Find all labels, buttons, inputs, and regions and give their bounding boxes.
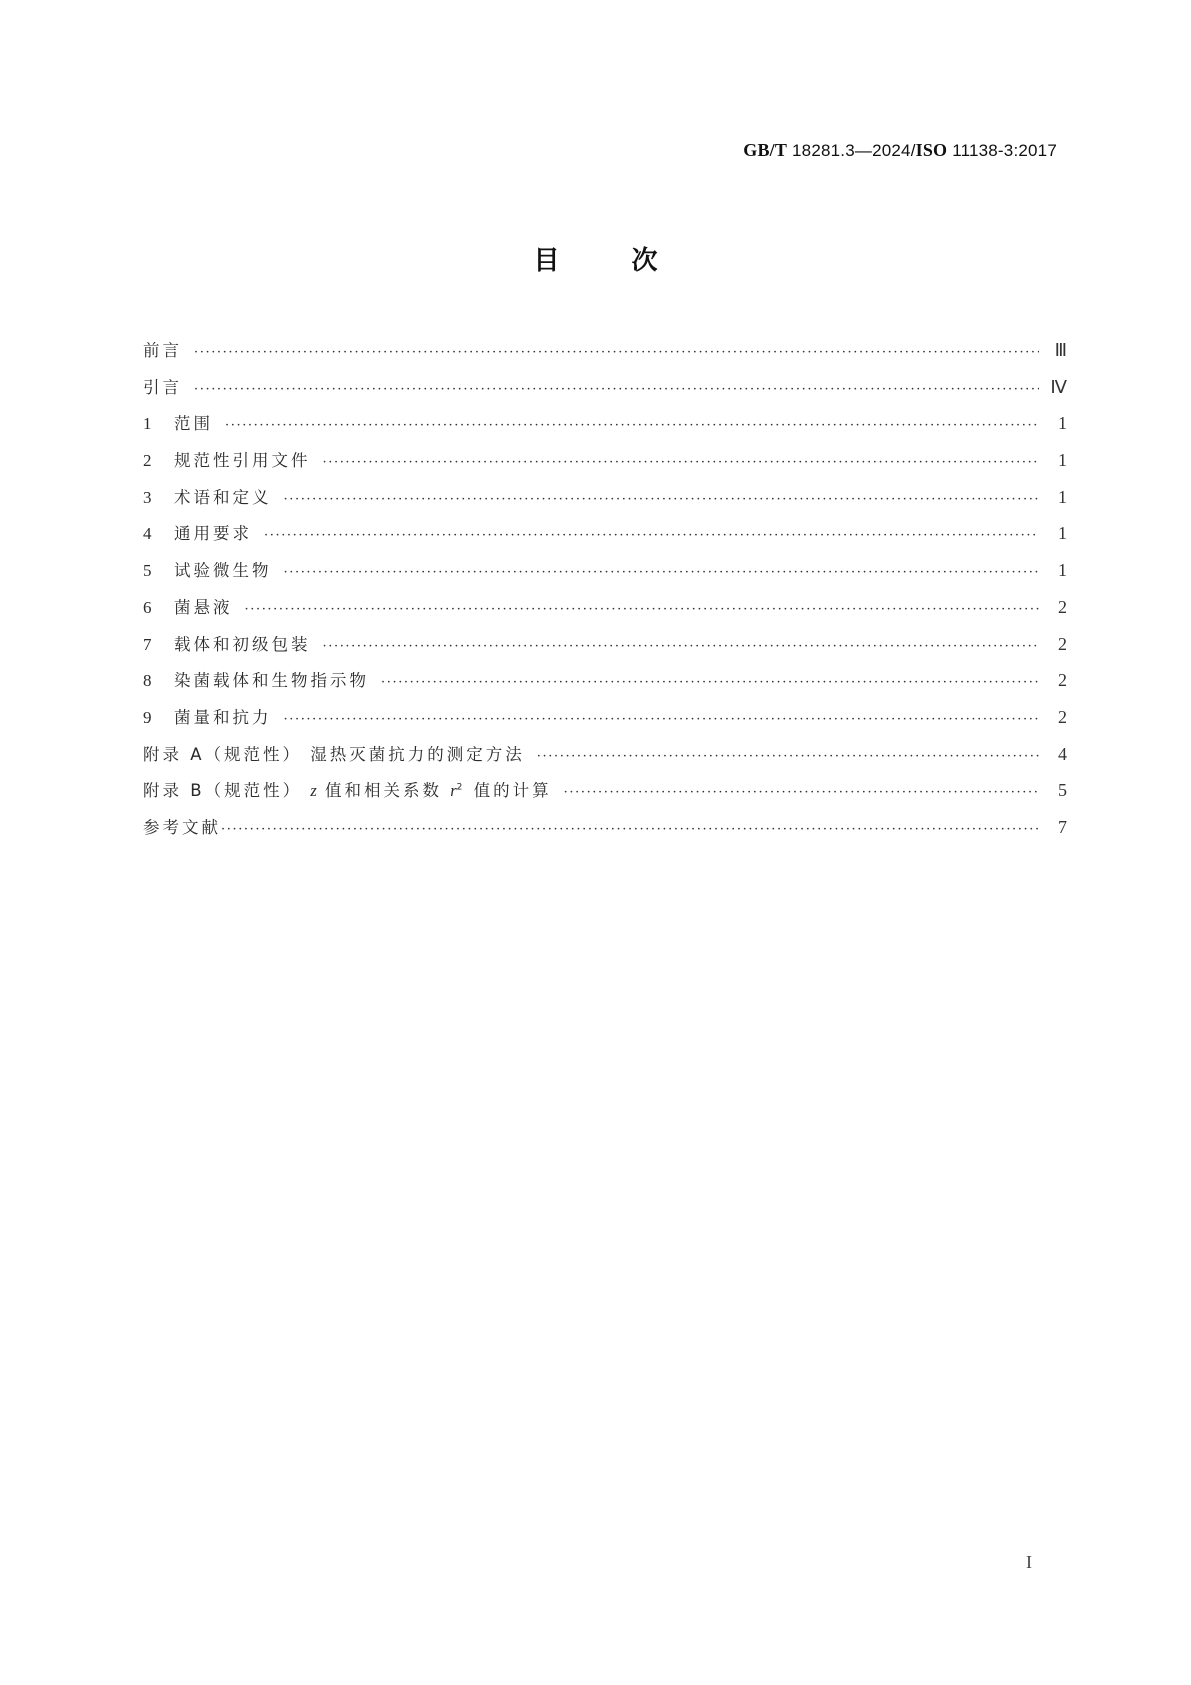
toc-entry-label: 菌悬液: [174, 597, 233, 617]
toc-entry-page: 1: [1058, 413, 1067, 434]
toc-entry-label: 引言: [143, 377, 182, 397]
toc-entry-bibliography[interactable]: [143, 814, 1067, 851]
toc-entry-6[interactable]: [143, 594, 1067, 631]
toc-entry-number: 1: [143, 414, 152, 434]
toc-entry-3[interactable]: [143, 484, 1067, 521]
dot-leader: [284, 712, 1040, 727]
toc-entry-number: 8: [143, 671, 152, 691]
toc-entry-foreword[interactable]: [143, 337, 1067, 374]
toc-entry-page: 1: [1058, 523, 1067, 544]
toc-entry-8[interactable]: [143, 667, 1067, 704]
dot-leader: [564, 785, 1039, 800]
toc-entry-label: 试验微生物: [174, 561, 272, 581]
toc-entry-label: 前言: [143, 341, 182, 360]
dot-leader: [284, 492, 1040, 507]
toc-entry-page: 2: [1058, 670, 1067, 691]
toc-entry-number: 3: [143, 487, 152, 507]
superscript-2: 2: [456, 782, 466, 793]
toc-entry-7[interactable]: [143, 631, 1067, 668]
toc-entry-page: 1: [1058, 560, 1067, 581]
toc-entry-1[interactable]: [143, 410, 1067, 447]
label-suffix: 值的计算: [465, 781, 552, 801]
toc-entry-page: 2: [1058, 596, 1067, 617]
dot-leader: [221, 822, 1039, 837]
dot-leader: [264, 528, 1039, 543]
toc-entry-9[interactable]: [143, 704, 1067, 741]
toc-entry-label: 通用要求: [174, 524, 252, 544]
toc-entry-4[interactable]: [143, 520, 1067, 557]
toc-entry-label: 参考文献: [143, 817, 221, 837]
toc-entry-page: 1: [1058, 450, 1067, 471]
toc-entry-introduction[interactable]: [143, 374, 1067, 411]
toc-entry-label: [143, 777, 552, 801]
toc-entry-number: 9: [143, 707, 152, 727]
toc-entry-page: 7: [1058, 816, 1067, 837]
toc-entry-page: Ⅲ: [1054, 340, 1067, 360]
toc-entry-page: Ⅳ: [1050, 376, 1067, 397]
dot-leader: [323, 455, 1040, 470]
page-title: [0, 240, 1191, 277]
toc-entry-number: 5: [143, 561, 152, 581]
dot-leader: [537, 749, 1039, 764]
dot-leader: [194, 345, 1039, 360]
variable-r: r: [450, 781, 457, 801]
dot-leader: [225, 418, 1039, 433]
label-mid: 值和相关系数: [316, 781, 451, 801]
label-prefix: 附录 B（规范性）: [143, 781, 311, 801]
toc-entry-page: 4: [1058, 743, 1067, 764]
toc-entry-label: 染菌载体和生物指示物: [174, 671, 369, 691]
toc-entry-label: 术语和定义: [174, 487, 272, 507]
variable-z: z: [310, 781, 317, 801]
iso-prefix: ISO: [915, 140, 948, 160]
toc-entry-annex-a[interactable]: [143, 741, 1067, 778]
toc-entry-label: 菌量和抗力: [174, 707, 272, 727]
toc-entry-number: 4: [143, 524, 152, 544]
toc-entry-page: 1: [1058, 486, 1067, 507]
toc-entry-number: 7: [143, 634, 152, 654]
page-number: I: [1026, 1552, 1032, 1572]
dot-leader: [284, 565, 1040, 580]
toc-entry-number: 6: [143, 597, 152, 617]
toc-entry-label: 范围: [174, 414, 213, 434]
dot-leader: [245, 602, 1040, 617]
dot-leader: [194, 382, 1039, 397]
toc-entry-label: 载体和初级包装: [174, 634, 311, 654]
toc-entry-page: 2: [1058, 633, 1067, 654]
title-char-2: 次: [631, 246, 658, 276]
standard-prefix: GB/T: [743, 140, 788, 160]
toc-entry-2[interactable]: [143, 447, 1067, 484]
standard-code: [743, 140, 1057, 161]
iso-number: 11138-3:2017: [952, 141, 1057, 160]
toc-entry-number: 2: [143, 451, 152, 471]
dot-leader: [323, 639, 1040, 654]
standard-number: 18281.3—2024/: [792, 141, 916, 160]
toc-entry-label: 规范性引用文件: [174, 451, 311, 471]
toc-entry-page: 2: [1058, 706, 1067, 727]
toc-entry-annex-b[interactable]: [143, 777, 1067, 814]
title-char-1: 目: [533, 246, 560, 276]
dot-leader: [381, 675, 1039, 690]
toc-entry-5[interactable]: [143, 557, 1067, 594]
toc-entry-label: 附录 A（规范性） 湿热灭菌抗力的测定方法: [143, 744, 525, 764]
table-of-contents: [143, 337, 1067, 851]
toc-entry-page: 5: [1058, 780, 1067, 801]
